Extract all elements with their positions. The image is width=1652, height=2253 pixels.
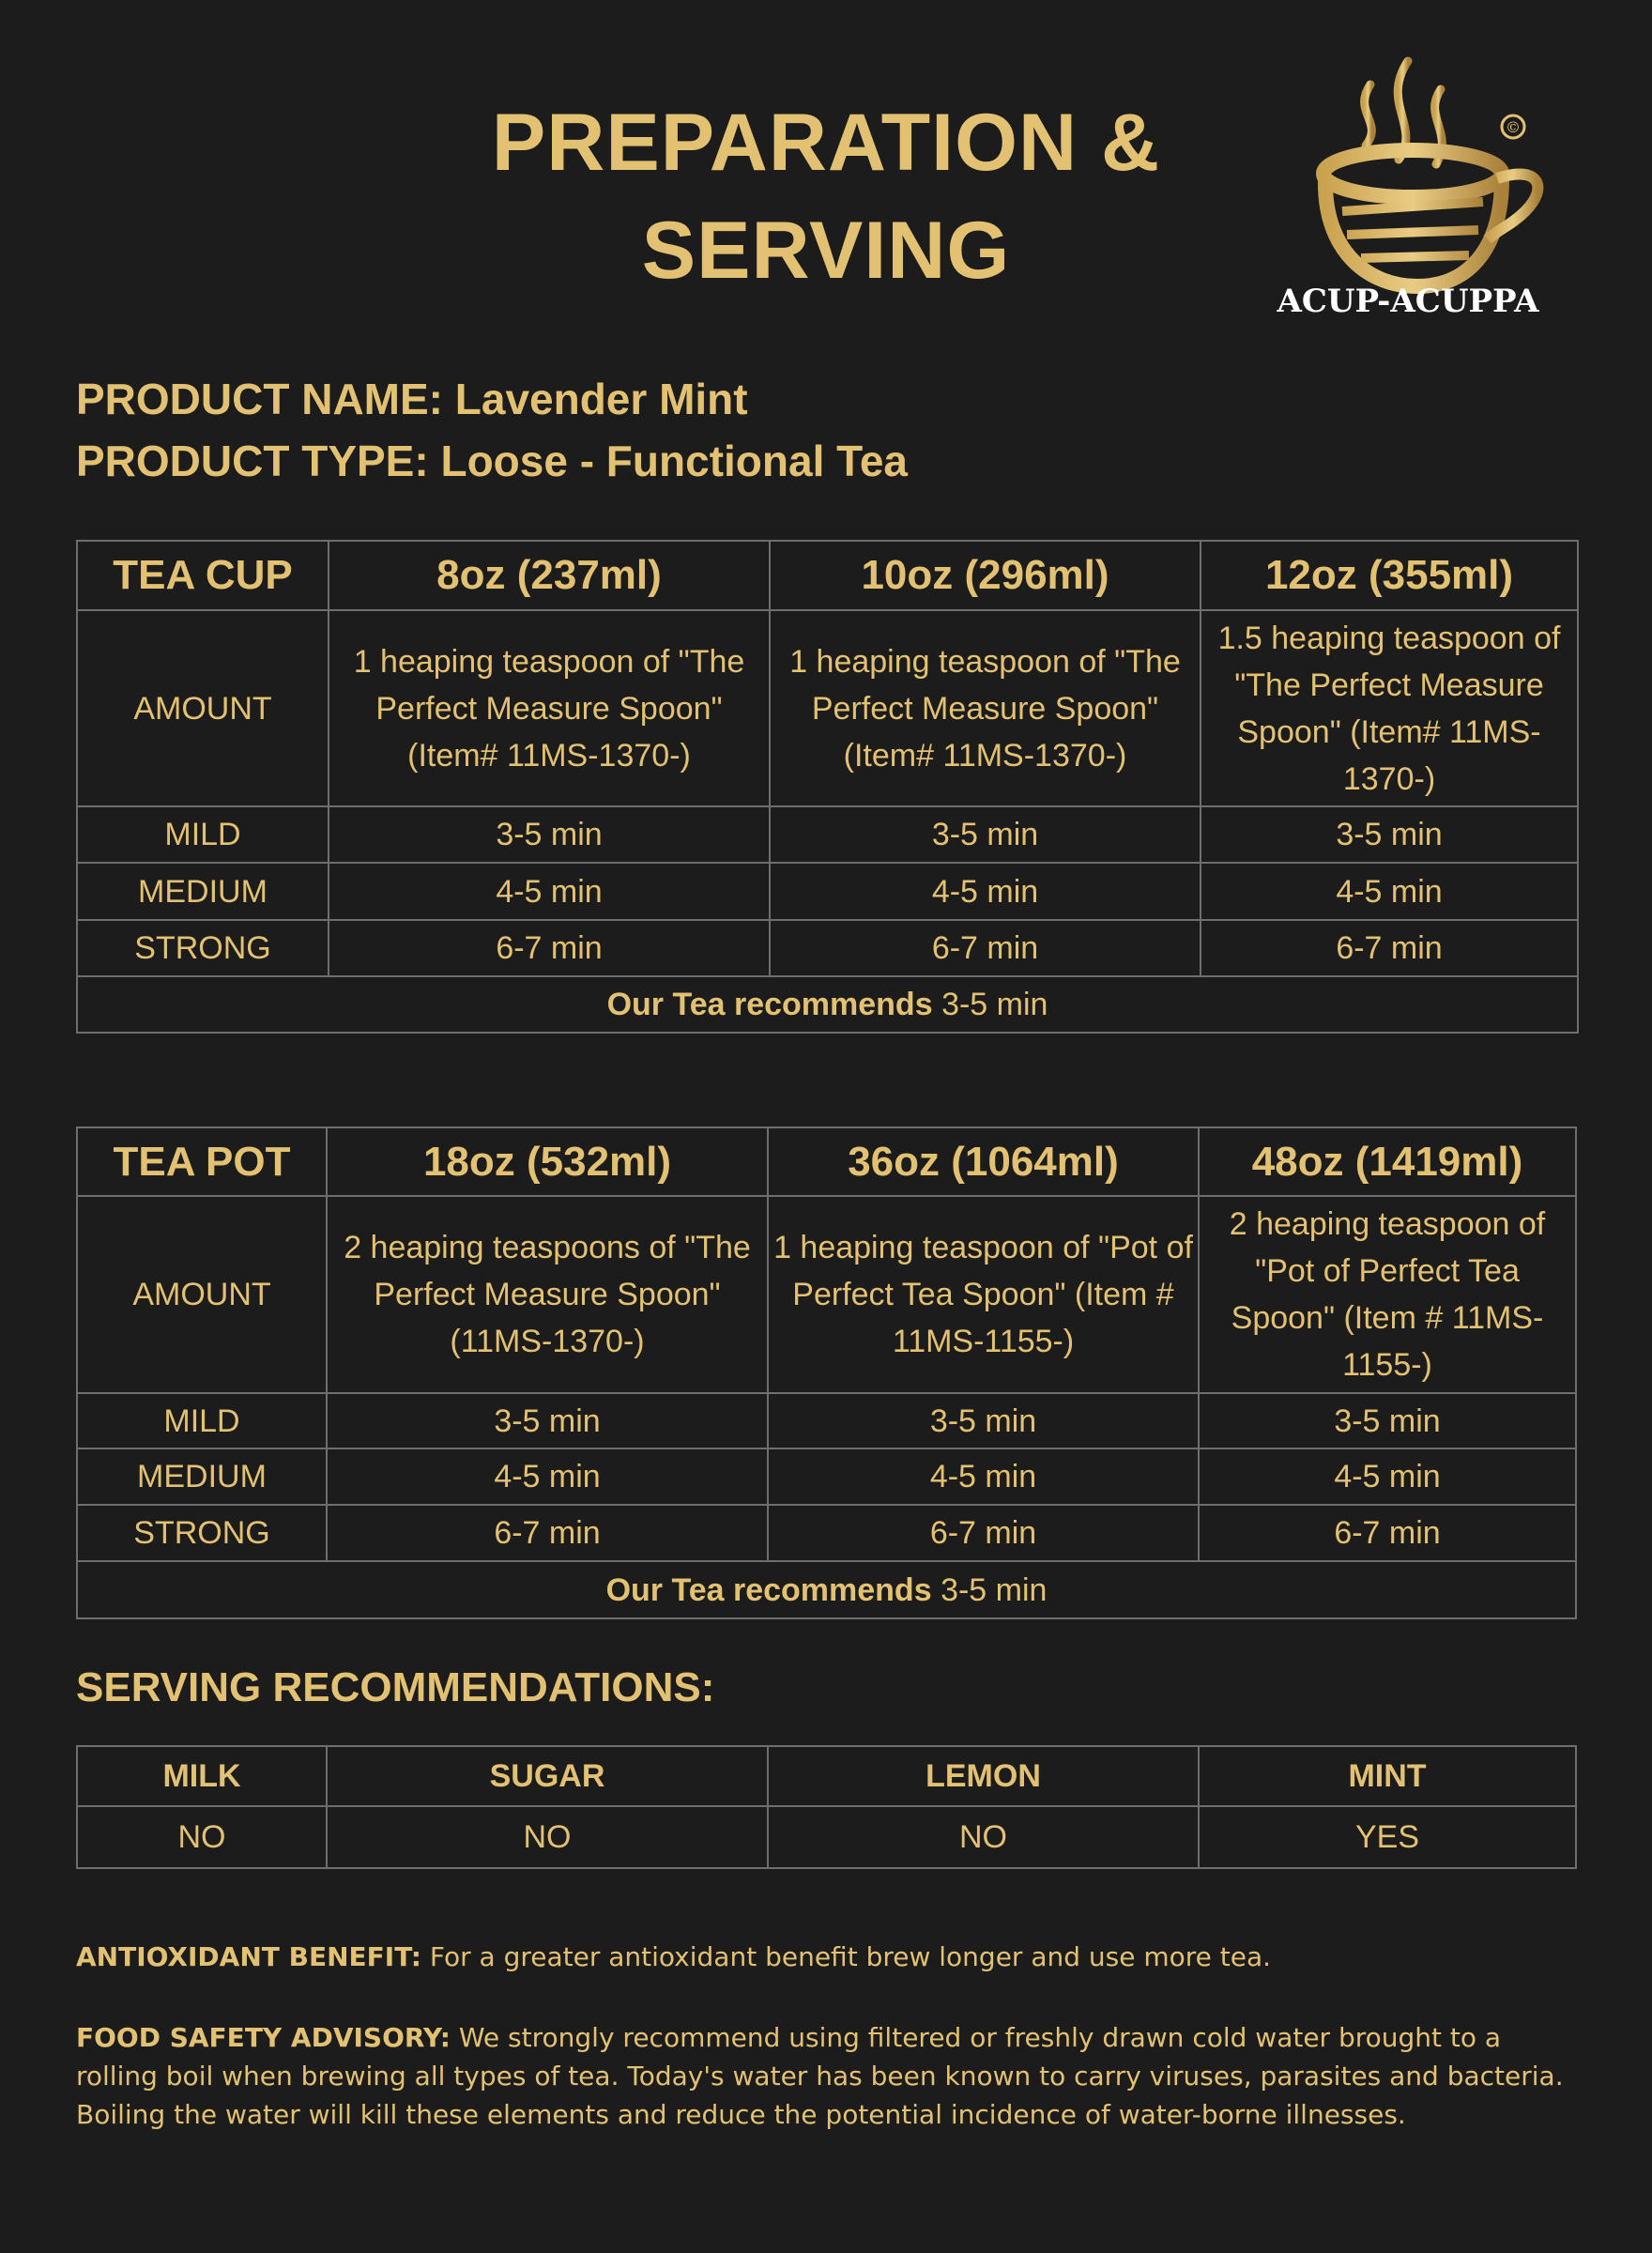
antioxidant-note [76, 1938, 1578, 1976]
brand-logo [1267, 38, 1549, 319]
cell: 1.5 heaping teaspoon of "The Perfect Measure Spoon" (Item# 11MS-1370-) [1201, 610, 1578, 806]
svg-text:ACUP-ACUPPA: ACUP-ACUPPA [1277, 283, 1539, 319]
table-row [77, 806, 1578, 863]
recommend-label: Our Tea recommends [605, 1571, 932, 1608]
table-row [77, 1196, 1576, 1393]
header-cell: 48oz (1419ml) [1199, 1127, 1576, 1196]
antioxidant-text: For a greater antioxidant benefit brew longer and use more tea. [421, 1941, 1272, 1972]
cell: 4-5 min [1201, 863, 1578, 920]
serving-table [76, 1745, 1577, 1869]
table-header-row [77, 541, 1578, 610]
product-type [76, 436, 908, 486]
row-label: AMOUNT [77, 1196, 327, 1393]
row-label: MEDIUM [77, 863, 329, 920]
svg-text:©: © [1506, 118, 1521, 136]
table-header-row [77, 1746, 1576, 1806]
header-cell: TEA POT [77, 1127, 327, 1196]
cell: 4-5 min [1199, 1448, 1576, 1505]
table-row [77, 1448, 1576, 1505]
recommend-row [77, 1561, 1576, 1618]
recommend-value: 3-5 min [941, 987, 1048, 1022]
cell: NO [768, 1806, 1199, 1868]
cell: NO [77, 1806, 327, 1868]
tea-cup-table [76, 540, 1579, 1034]
product-name-label: PRODUCT NAME: [76, 375, 443, 423]
cell: 1 heaping teaspoon of "The Perfect Measure Spoon" (Item# 11MS-1370-) [770, 610, 1201, 806]
table-row [77, 610, 1578, 806]
recommend-cell [77, 1561, 1576, 1618]
table-row [77, 863, 1578, 920]
cell: 4-5 min [327, 1448, 768, 1505]
food-safety-text: We strongly recommend using filtered or freshly drawn cold water brought to a rolling boil when brewing all types of tea. Today's water has been known to carry viruses, parasites and bacteria. Boiling the water will kill these elements and reduce the potential incidence of water-borne illnesses. [76, 2022, 1564, 2130]
food-safety-note [76, 2018, 1578, 2134]
recommend-label: Our Tea recommends [606, 987, 933, 1022]
header-cell: 10oz (296ml) [770, 541, 1201, 610]
product-type-label: PRODUCT TYPE: [76, 437, 429, 485]
header-cell: 36oz (1064ml) [768, 1127, 1199, 1196]
cell: 3-5 min [1201, 806, 1578, 863]
header-cell: 12oz (355ml) [1201, 541, 1578, 610]
cell: 6-7 min [770, 920, 1201, 976]
cup-icon [1323, 150, 1537, 286]
cell: 3-5 min [1199, 1393, 1576, 1448]
row-label: STRONG [77, 1505, 327, 1561]
product-type-value: Loose - Functional Tea [440, 437, 908, 485]
tea-pot-table [76, 1126, 1577, 1619]
cell: 6-7 min [329, 920, 770, 976]
row-label: MILD [77, 1393, 327, 1448]
page-title [357, 89, 1295, 305]
recommend-row [77, 976, 1578, 1033]
header-cell: 18oz (532ml) [327, 1127, 768, 1196]
cell: 6-7 min [768, 1505, 1199, 1561]
food-safety-label: FOOD SAFETY ADVISORY: [76, 2022, 451, 2053]
table-row [77, 1393, 1576, 1448]
serving-heading: SERVING RECOMMENDATIONS: [76, 1664, 715, 1710]
antioxidant-label: ANTIOXIDANT BENEFIT: [76, 1941, 421, 1972]
cell: 1 heaping teaspoon of "The Perfect Measure Spoon" (Item# 11MS-1370-) [329, 610, 770, 806]
header-cell: MINT [1199, 1746, 1576, 1806]
header-cell: SUGAR [327, 1746, 768, 1806]
row-label: AMOUNT [77, 610, 329, 806]
cell: 6-7 min [1199, 1505, 1576, 1561]
cell: 2 heaping teaspoon of "Pot of Perfect Tea Spoon" (Item # 11MS-1155-) [1199, 1196, 1576, 1393]
product-name [76, 374, 748, 424]
recommend-value: 3-5 min [941, 1571, 1048, 1608]
cell: NO [327, 1806, 768, 1868]
table-row [77, 1806, 1576, 1868]
cell: 3-5 min [327, 1393, 768, 1448]
recommend-cell [77, 976, 1578, 1033]
title-line-1: PREPARATION & [491, 98, 1161, 188]
cell: 3-5 min [768, 1393, 1199, 1448]
header-cell: MILK [77, 1746, 327, 1806]
cell: 3-5 min [770, 806, 1201, 863]
cell: 4-5 min [768, 1448, 1199, 1505]
row-label: MILD [77, 806, 329, 863]
header-cell: TEA CUP [77, 541, 329, 610]
cell: 4-5 min [329, 863, 770, 920]
row-label: STRONG [77, 920, 329, 976]
product-name-value: Lavender Mint [454, 375, 748, 423]
cell: 1 heaping teaspoon of "Pot of Perfect Tea Spoon" (Item # 11MS-1155-) [768, 1196, 1199, 1393]
cell: YES [1199, 1806, 1576, 1868]
table-row [77, 1505, 1576, 1561]
title-line-2: SERVING [641, 206, 1011, 296]
cell: 2 heaping teaspoons of "The Perfect Measure Spoon" (11MS-1370-) [327, 1196, 768, 1393]
table-row [77, 920, 1578, 976]
cell: 3-5 min [329, 806, 770, 863]
cell: 6-7 min [327, 1505, 768, 1561]
cell: 6-7 min [1201, 920, 1578, 976]
header-cell: 8oz (237ml) [329, 541, 770, 610]
row-label: MEDIUM [77, 1448, 327, 1505]
cell: 4-5 min [770, 863, 1201, 920]
table-header-row [77, 1127, 1576, 1196]
header-cell: LEMON [768, 1746, 1199, 1806]
